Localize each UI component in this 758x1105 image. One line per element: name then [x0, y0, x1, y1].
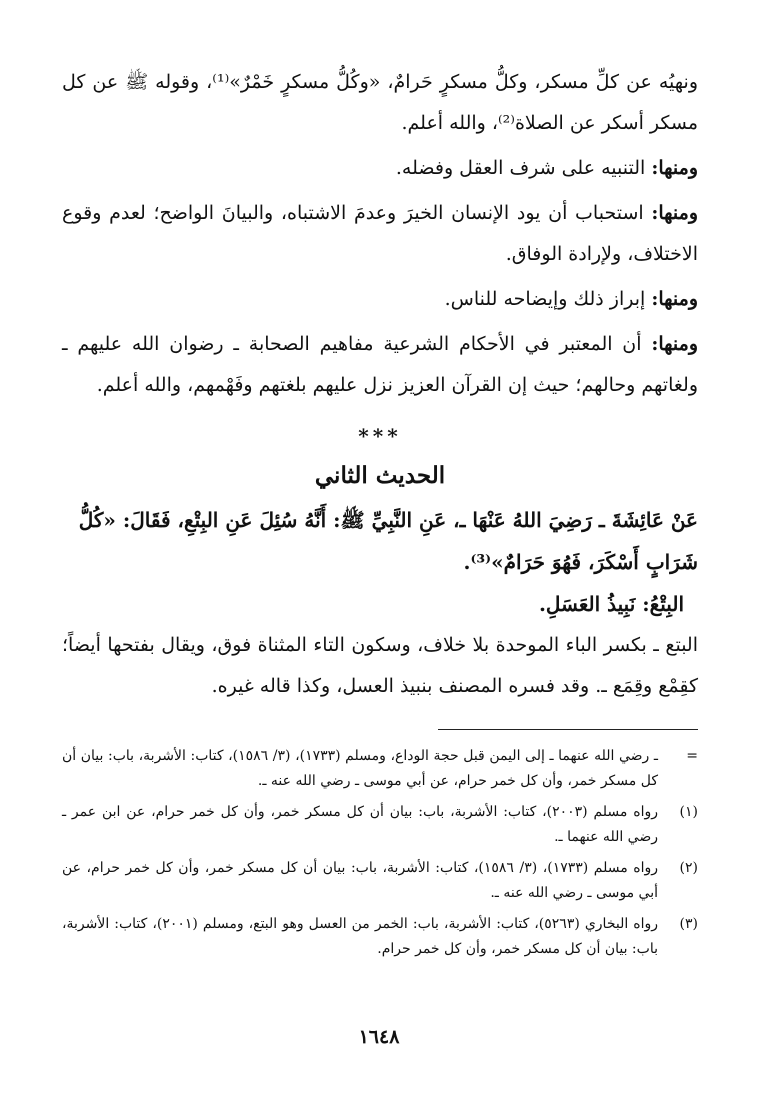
- footnote-3: [62, 912, 698, 962]
- page-number: ١٦٤٨: [358, 1026, 400, 1048]
- section-separator: ***: [358, 424, 402, 448]
- hadith-gloss: البِتْعُ: نَبِيذُ العَسَلِ.: [538, 592, 684, 616]
- benefit-text: التنبيه على شرف العقل وفضله.: [395, 157, 646, 179]
- paragraph-benefit-explanation: [62, 279, 698, 320]
- benefit-lead: ومنها:: [651, 288, 698, 310]
- footnote-continued: [62, 744, 698, 794]
- footnote-marker: (٣): [679, 916, 698, 932]
- footnote-2: [62, 856, 698, 906]
- benefit-text: استحباب أن يود الإنسان الخيرَ وعدمَ الاشتباه، والبيانَ الواضح؛ لعدم وقوع الاختلاف، ولإرادة الوفاق.: [62, 202, 698, 265]
- paragraph-benefit-intellect: [62, 148, 698, 189]
- footnote-text: ـ رضي الله عنهما ـ إلى اليمن قبل حجة الوداع، ومسلم (١٧٣٣)، (٣/ ١٥٨٦)، كتاب: الأشربة، باب: بيان أن كل مسكر خمر، وأن كل خمر حرام، عن أبي موسى ـ رضي الله عنه ـ.: [62, 748, 658, 789]
- paragraph-benefit-companions: [62, 324, 698, 406]
- footnote-marker: (٢): [679, 860, 698, 876]
- benefit-text: أن المعتبر في الأحكام الشرعية مفاهيم الصحابة ـ رضوان الله عليهم ـ ولغاتهم وحالهم؛ حيث إن القرآن العزيز نزل عليهم بلغتهم وفَهْمهم، والله أعلم.: [62, 333, 698, 396]
- paragraph-benefit-clarity: [62, 193, 698, 275]
- paragraph-prohibition: ونهيُه عن كلِّ مسكر، وكلُّ مسكرٍ حَرامٌ، «وكُلُّ مسكرٍ خَمْرٌ»⁽¹⁾، وقوله ﷺ عن كل مسكر أسكر عن الصلاة⁽²⁾، والله أعلم.: [62, 71, 698, 134]
- footnote-text: رواه مسلم (٢٠٠٣)، كتاب: الأشربة، باب: بيان أن كل مسكر خمر، وأن كل خمر حرام، عن ابن عمر ـ رضي الله عنهما ـ.: [62, 804, 658, 845]
- footnote-text: رواه مسلم (١٧٣٣)، (٣/ ١٥٨٦)، كتاب: الأشربة، باب: بيان أن كل مسكر خمر، وأن كل خمر حرام، عن أبي موسى ـ رضي الله عنه ـ.: [62, 860, 658, 901]
- footnote-marker: (١): [679, 804, 698, 820]
- section-heading: الحديث الثاني: [314, 462, 446, 489]
- benefit-lead: ومنها:: [651, 202, 698, 224]
- benefit-text: إبراز ذلك وإيضاحه للناس.: [444, 288, 646, 310]
- footnote-marker: =: [686, 748, 698, 764]
- page-content: [62, 62, 698, 968]
- benefit-lead: ومنها:: [651, 157, 698, 179]
- hadith-text: عَنْ عَائِشَةَ ـ رَضِيَ اللهُ عَنْهَا ـ، عَنِ النَّبِيِّ ﷺ: أَنَّهُ سُئِلَ عَنِ البِتْعِ، فَقَالَ: «كُلُّ شَرَابٍ أَسْكَرَ، فَهُوَ حَرَامٌ»⁽³⁾.: [78, 508, 698, 574]
- paragraph-commentary: البتع ـ بكسر الباء الموحدة بلا خلاف، وسكون التاء المثناة فوق، ويقال بفتحها أيضاً؛ كقِمْع وقِمَع ـ. وقد فسره المصنف بنبيذ العسل، وكذا قاله غيره.: [62, 634, 698, 697]
- footnote-text: رواه البخاري (٥٢٦٣)، كتاب: الأشربة، باب: الخمر من العسل وهو البتع، ومسلم (٢٠٠١)، كتاب: الأشربة، باب: بيان أن كل مسكر خمر، وأن كل خمر حرام.: [62, 916, 658, 957]
- benefit-lead: ومنها:: [651, 333, 698, 355]
- footnote-1: [62, 800, 698, 850]
- footnote-divider: [438, 729, 698, 730]
